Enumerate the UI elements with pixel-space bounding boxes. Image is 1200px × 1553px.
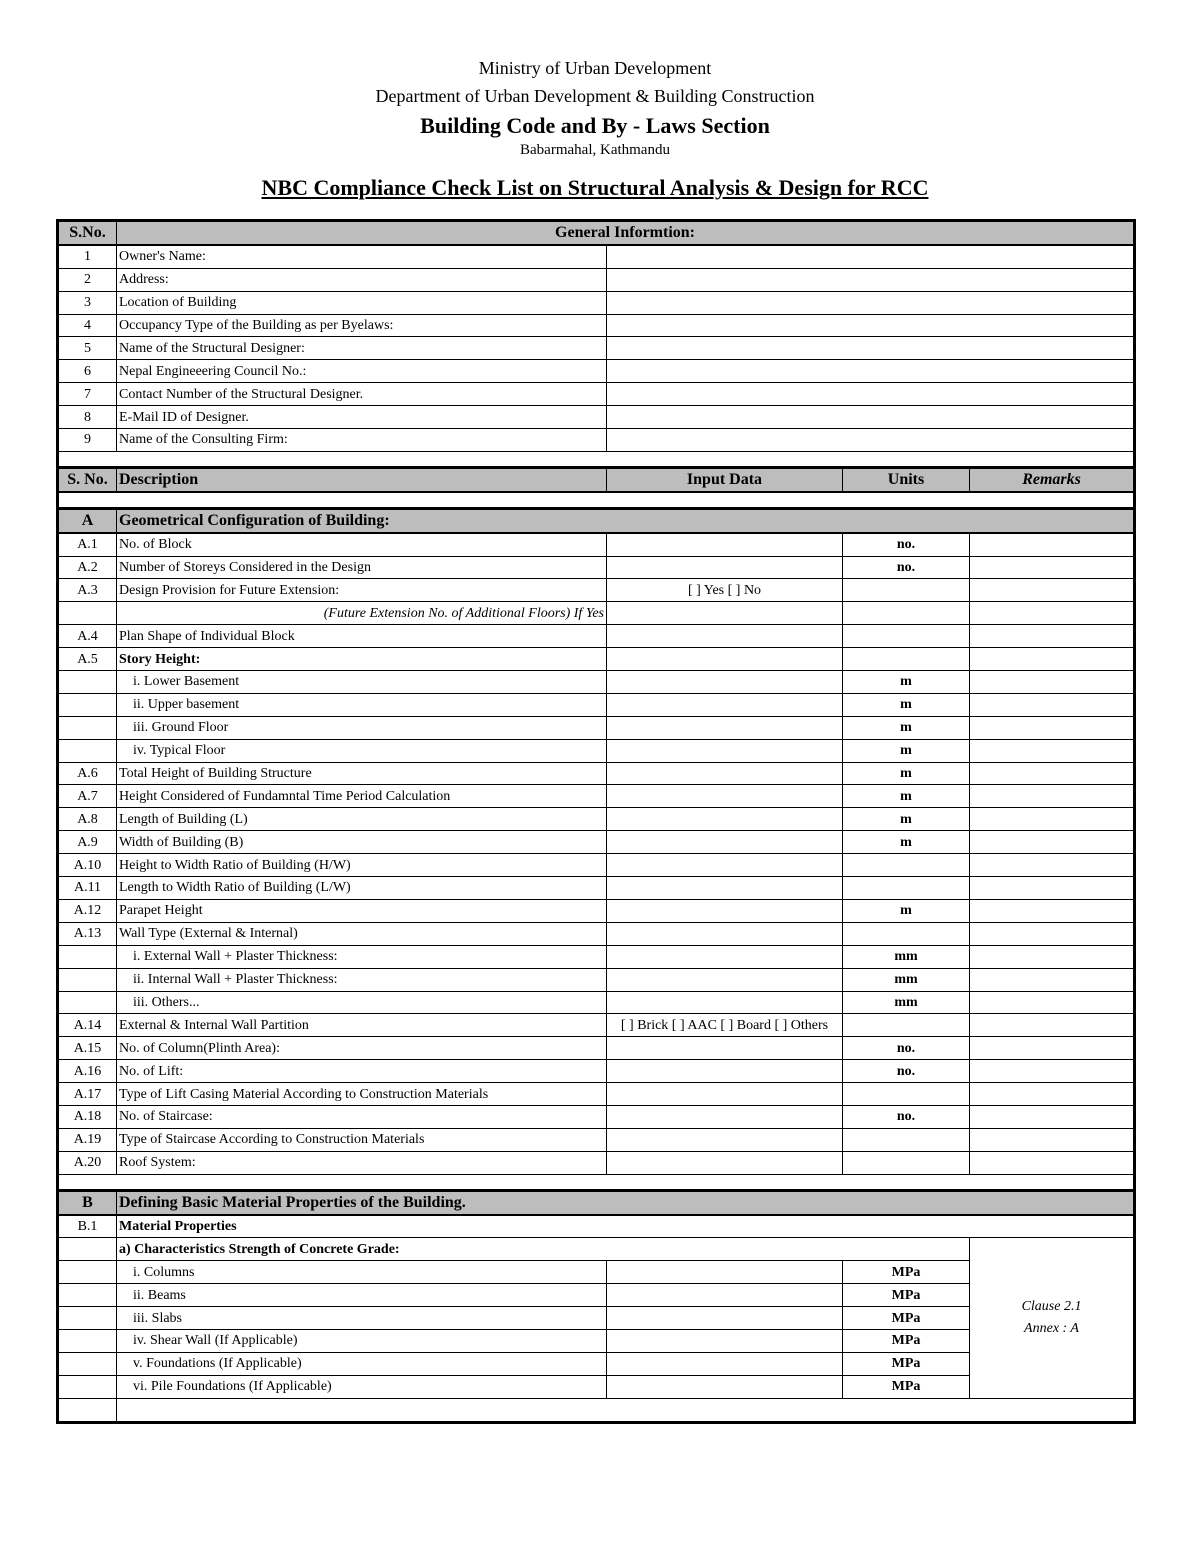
input-data-cell[interactable]: [ ] Brick [ ] AAC [ ] Board [ ] Others [607, 1014, 843, 1037]
input-data-cell[interactable] [607, 625, 843, 648]
row-number: 6 [58, 360, 117, 383]
clause-reference [970, 1238, 1135, 1398]
section-name: Building Code and By - Laws Section [420, 113, 770, 138]
row-number: A.1 [58, 533, 117, 556]
row-number [58, 671, 117, 694]
remarks-cell[interactable] [970, 648, 1135, 671]
checklist-table [56, 219, 1136, 1424]
clause-line: Clause 2.1 [1021, 1299, 1082, 1315]
input-data-cell[interactable] [607, 877, 843, 900]
checklist-row [58, 831, 1135, 854]
item-label: Type of Lift Casing Material According to Construction Materials [117, 1083, 607, 1106]
checklist-row [58, 1037, 1135, 1060]
field-label: Name of the Structural Designer: [117, 337, 607, 360]
ministry-name: Ministry of Urban Development [478, 58, 712, 78]
item-label: Height Considered of Fundamntal Time Period Calculation [117, 785, 607, 808]
unit-cell: no. [843, 556, 970, 579]
field-label: Location of Building [117, 291, 607, 314]
sno-header: S.No. [58, 221, 117, 245]
row-number: A.16 [58, 1060, 117, 1083]
row-number [58, 1284, 117, 1307]
column-input: Input Data [607, 467, 843, 491]
remarks-cell[interactable] [970, 922, 1135, 945]
unit-cell: no. [843, 533, 970, 556]
unit-cell: MPa [843, 1329, 970, 1352]
unit-cell: MPa [843, 1375, 970, 1398]
unit-cell: MPa [843, 1307, 970, 1330]
office-location: Babarmahal, Kathmandu [520, 142, 670, 158]
checklist-row [58, 1128, 1135, 1151]
row-number [58, 1307, 117, 1330]
input-data-cell[interactable] [607, 1037, 843, 1060]
item-label: iv. Typical Floor [117, 739, 607, 762]
remarks-cell[interactable] [970, 831, 1135, 854]
column-remarks: Remarks [970, 467, 1135, 491]
remarks-cell[interactable] [970, 625, 1135, 648]
remarks-cell[interactable] [970, 533, 1135, 556]
unit-cell: m [843, 762, 970, 785]
input-data-cell[interactable] [607, 693, 843, 716]
field-value-input[interactable] [607, 383, 1135, 406]
field-value-input[interactable] [607, 245, 1135, 268]
item-label: vi. Pile Foundations (If Applicable) [117, 1375, 607, 1398]
checklist-row [58, 1014, 1135, 1037]
unit-cell [843, 1151, 970, 1174]
remarks-cell[interactable] [970, 762, 1135, 785]
spacer-row [58, 451, 1135, 467]
input-data-cell[interactable] [607, 831, 843, 854]
row-number [58, 945, 117, 968]
section-a-header [58, 508, 1135, 532]
unit-cell [843, 602, 970, 625]
remarks-cell[interactable] [970, 808, 1135, 831]
checklist-row [58, 556, 1135, 579]
item-label: Type of Staircase According to Construction Materials [117, 1128, 607, 1151]
row-number: 8 [58, 406, 117, 429]
remarks-cell[interactable] [970, 1151, 1135, 1174]
checklist-row [58, 899, 1135, 922]
input-data-cell[interactable] [607, 533, 843, 556]
row-number: A.10 [58, 854, 117, 877]
remarks-cell[interactable] [970, 1037, 1135, 1060]
checklist-row [58, 625, 1135, 648]
row-number: A.19 [58, 1128, 117, 1151]
field-value-input[interactable] [607, 337, 1135, 360]
item-label: No. of Staircase: [117, 1105, 607, 1128]
row-number [58, 693, 117, 716]
general-row [58, 360, 1135, 383]
remarks-cell[interactable] [970, 693, 1135, 716]
row-number: B.1 [58, 1215, 117, 1238]
input-data-cell[interactable] [607, 1151, 843, 1174]
input-data-cell[interactable] [607, 1284, 843, 1307]
row-number [58, 968, 117, 991]
unit-cell [843, 648, 970, 671]
checklist-row [58, 808, 1135, 831]
remarks-cell[interactable] [970, 785, 1135, 808]
row-number [58, 602, 117, 625]
unit-cell: MPa [843, 1261, 970, 1284]
row-number: 7 [58, 383, 117, 406]
checklist-row [58, 1151, 1135, 1174]
row-number [58, 739, 117, 762]
row-number [58, 1398, 117, 1422]
row-number: A.9 [58, 831, 117, 854]
field-label: Owner's Name: [117, 245, 607, 268]
input-data-cell[interactable] [607, 922, 843, 945]
remarks-cell[interactable] [970, 945, 1135, 968]
annex-line: Annex : A [1024, 1321, 1079, 1337]
item-label: Story Height: [117, 648, 607, 671]
remarks-cell[interactable] [970, 854, 1135, 877]
trailing-row [58, 1398, 1135, 1422]
field-value-input[interactable] [607, 314, 1135, 337]
row-number: A.12 [58, 899, 117, 922]
general-row [58, 406, 1135, 429]
general-header-row [58, 221, 1135, 245]
section-b-id: B [58, 1190, 117, 1214]
unit-cell: mm [843, 968, 970, 991]
item-label: i. Lower Basement [117, 671, 607, 694]
row-number: A.13 [58, 922, 117, 945]
checklist-row [58, 968, 1135, 991]
document-title: NBC Compliance Check List on Structural Analysis & Design for RCC [261, 175, 929, 200]
input-data-cell[interactable] [607, 1083, 843, 1106]
item-label: Length to Width Ratio of Building (L/W) [117, 877, 607, 900]
checklist-row [58, 785, 1135, 808]
spacer-cell [58, 1174, 1135, 1190]
row-number: 5 [58, 337, 117, 360]
column-sno: S. No. [58, 467, 117, 491]
input-data-cell[interactable] [607, 556, 843, 579]
row-number [58, 1329, 117, 1352]
item-label: iv. Shear Wall (If Applicable) [117, 1329, 607, 1352]
row-number: 9 [58, 429, 117, 452]
checklist-row [58, 533, 1135, 556]
item-label: ii. Internal Wall + Plaster Thickness: [117, 968, 607, 991]
field-label: Occupancy Type of the Building as per Byelaws: [117, 314, 607, 337]
checklist-row [58, 1083, 1135, 1106]
item-label: Length of Building (L) [117, 808, 607, 831]
row-number: A.15 [58, 1037, 117, 1060]
input-data-cell[interactable]: [ ] Yes [ ] No [607, 579, 843, 602]
row-number: 1 [58, 245, 117, 268]
remarks-cell[interactable] [970, 877, 1135, 900]
spacer-row [58, 492, 1135, 509]
unit-cell: mm [843, 945, 970, 968]
checklist-row [58, 671, 1135, 694]
item-label: i. Columns [117, 1261, 607, 1284]
remarks-cell[interactable] [970, 1083, 1135, 1106]
row-number: A.8 [58, 808, 117, 831]
unit-cell: m [843, 899, 970, 922]
checklist-row [58, 1060, 1135, 1083]
field-label: Nepal Engineeering Council No.: [117, 360, 607, 383]
item-label: Width of Building (B) [117, 831, 607, 854]
unit-cell: no. [843, 1037, 970, 1060]
item-label: (Future Extension No. of Additional Floors) If Yes [117, 602, 607, 625]
remarks-cell[interactable] [970, 968, 1135, 991]
remarks-cell[interactable] [970, 991, 1135, 1014]
field-label: E-Mail ID of Designer. [117, 406, 607, 429]
column-header-row [58, 467, 1135, 491]
remarks-cell[interactable] [970, 579, 1135, 602]
item-label: Plan Shape of Individual Block [117, 625, 607, 648]
general-row [58, 383, 1135, 406]
field-value-input[interactable] [607, 268, 1135, 291]
unit-cell: MPa [843, 1352, 970, 1375]
column-description: Description [117, 467, 607, 491]
column-units: Units [843, 467, 970, 491]
input-data-cell[interactable] [607, 671, 843, 694]
item-label: i. External Wall + Plaster Thickness: [117, 945, 607, 968]
remarks-cell[interactable] [970, 671, 1135, 694]
row-number: A.20 [58, 1151, 117, 1174]
item-label: Design Provision for Future Extension: [117, 579, 607, 602]
input-data-cell[interactable] [607, 854, 843, 877]
spacer-cell [58, 492, 1135, 509]
field-label: Address: [117, 268, 607, 291]
remarks-cell[interactable] [970, 716, 1135, 739]
field-value-input[interactable] [607, 429, 1135, 452]
input-data-cell[interactable] [607, 648, 843, 671]
row-number: A.6 [58, 762, 117, 785]
row-number: A.4 [58, 625, 117, 648]
section-a-title: Geometrical Configuration of Building: [117, 508, 1135, 532]
field-value-input[interactable] [607, 291, 1135, 314]
field-label: Name of the Consulting Firm: [117, 429, 607, 452]
input-data-cell[interactable] [607, 1128, 843, 1151]
unit-cell [843, 1014, 970, 1037]
field-value-input[interactable] [607, 406, 1135, 429]
input-data-cell[interactable] [607, 1261, 843, 1284]
general-info-title: General Informtion: [117, 221, 1135, 245]
unit-cell: m [843, 716, 970, 739]
item-label: Roof System: [117, 1151, 607, 1174]
unit-cell: m [843, 831, 970, 854]
remarks-cell[interactable] [970, 1128, 1135, 1151]
checklist-row [58, 716, 1135, 739]
checklist-row [58, 877, 1135, 900]
row-number: A.7 [58, 785, 117, 808]
unit-cell [843, 625, 970, 648]
input-data-cell[interactable] [607, 1375, 843, 1398]
spacer-row [58, 1174, 1135, 1190]
row-number [58, 1375, 117, 1398]
item-label: Wall Type (External & Internal) [117, 922, 607, 945]
input-data-cell[interactable] [607, 602, 843, 625]
row-number: 4 [58, 314, 117, 337]
row-number: A.3 [58, 579, 117, 602]
checklist-row [58, 991, 1135, 1014]
row-number: A.17 [58, 1083, 117, 1106]
item-label: External & Internal Wall Partition [117, 1014, 607, 1037]
unit-cell [843, 854, 970, 877]
checklist-row [58, 945, 1135, 968]
remarks-cell[interactable] [970, 1060, 1135, 1083]
item-label: No. of Lift: [117, 1060, 607, 1083]
input-data-cell[interactable] [607, 785, 843, 808]
unit-cell: mm [843, 991, 970, 1014]
row-number [58, 1352, 117, 1375]
spacer-cell [58, 451, 1135, 467]
unit-cell: m [843, 693, 970, 716]
unit-cell [843, 877, 970, 900]
item-label: a) Characteristics Strength of Concrete Grade: [117, 1238, 970, 1261]
input-data-cell[interactable] [607, 945, 843, 968]
row-number [58, 1238, 117, 1261]
checklist-row [58, 579, 1135, 602]
row-number: 3 [58, 291, 117, 314]
item-label: ii. Beams [117, 1284, 607, 1307]
remarks-cell[interactable] [970, 739, 1135, 762]
input-data-cell[interactable] [607, 991, 843, 1014]
checklist-row [58, 854, 1135, 877]
unit-cell: MPa [843, 1284, 970, 1307]
item-label: Material Properties [117, 1215, 1135, 1238]
row-number: A.5 [58, 648, 117, 671]
checklist-row [58, 922, 1135, 945]
unit-cell [843, 1128, 970, 1151]
row-number: A.18 [58, 1105, 117, 1128]
remarks-cell[interactable] [970, 602, 1135, 625]
row-number [58, 716, 117, 739]
general-row [58, 337, 1135, 360]
remarks-cell[interactable] [970, 899, 1135, 922]
checklist-row [58, 648, 1135, 671]
section-a-id: A [58, 508, 117, 532]
unit-cell [843, 579, 970, 602]
input-data-cell[interactable] [607, 1307, 843, 1330]
general-row [58, 268, 1135, 291]
input-data-cell[interactable] [607, 1105, 843, 1128]
input-data-cell[interactable] [607, 808, 843, 831]
item-label: iii. Slabs [117, 1307, 607, 1330]
item-label: Total Height of Building Structure [117, 762, 607, 785]
section-b-header [58, 1190, 1135, 1214]
unit-cell: no. [843, 1105, 970, 1128]
item-label: No. of Column(Plinth Area): [117, 1037, 607, 1060]
unit-cell: m [843, 739, 970, 762]
checklist-row [58, 1105, 1135, 1128]
field-label: Contact Number of the Structural Designer. [117, 383, 607, 406]
row-number: A.11 [58, 877, 117, 900]
trailing-cell [117, 1398, 1135, 1422]
material-properties-row [58, 1215, 1135, 1238]
checklist-row [58, 602, 1135, 625]
input-data-cell[interactable] [607, 716, 843, 739]
field-value-input[interactable] [607, 360, 1135, 383]
general-row [58, 429, 1135, 452]
input-data-cell[interactable] [607, 762, 843, 785]
input-data-cell[interactable] [607, 1329, 843, 1352]
unit-cell: no. [843, 1060, 970, 1083]
row-number: 2 [58, 268, 117, 291]
unit-cell [843, 922, 970, 945]
item-label: iii. Ground Floor [117, 716, 607, 739]
input-data-cell[interactable] [607, 739, 843, 762]
row-number: A.2 [58, 556, 117, 579]
unit-cell [843, 1083, 970, 1106]
checklist-row [58, 693, 1135, 716]
item-label: Number of Storeys Considered in the Design [117, 556, 607, 579]
input-data-cell[interactable] [607, 1352, 843, 1375]
item-label: Height to Width Ratio of Building (H/W) [117, 854, 607, 877]
department-name: Department of Urban Development & Building Construction [375, 86, 815, 106]
remarks-cell[interactable] [970, 556, 1135, 579]
concrete-grade-row [58, 1238, 1135, 1261]
unit-cell: m [843, 671, 970, 694]
row-number [58, 1261, 117, 1284]
row-number [58, 991, 117, 1014]
item-label: ii. Upper basement [117, 693, 607, 716]
row-number: A.14 [58, 1014, 117, 1037]
input-data-cell[interactable] [607, 1060, 843, 1083]
input-data-cell[interactable] [607, 968, 843, 991]
remarks-cell[interactable] [970, 1014, 1135, 1037]
item-label: iii. Others... [117, 991, 607, 1014]
input-data-cell[interactable] [607, 899, 843, 922]
item-label: v. Foundations (If Applicable) [117, 1352, 607, 1375]
general-row [58, 291, 1135, 314]
section-b-title: Defining Basic Material Properties of the Building. [117, 1190, 1135, 1214]
remarks-cell[interactable] [970, 1105, 1135, 1128]
checklist-row [58, 739, 1135, 762]
unit-cell: m [843, 785, 970, 808]
unit-cell: m [843, 808, 970, 831]
item-label: Parapet Height [117, 899, 607, 922]
item-label: No. of Block [117, 533, 607, 556]
general-row [58, 314, 1135, 337]
checklist-row [58, 762, 1135, 785]
general-row [58, 245, 1135, 268]
